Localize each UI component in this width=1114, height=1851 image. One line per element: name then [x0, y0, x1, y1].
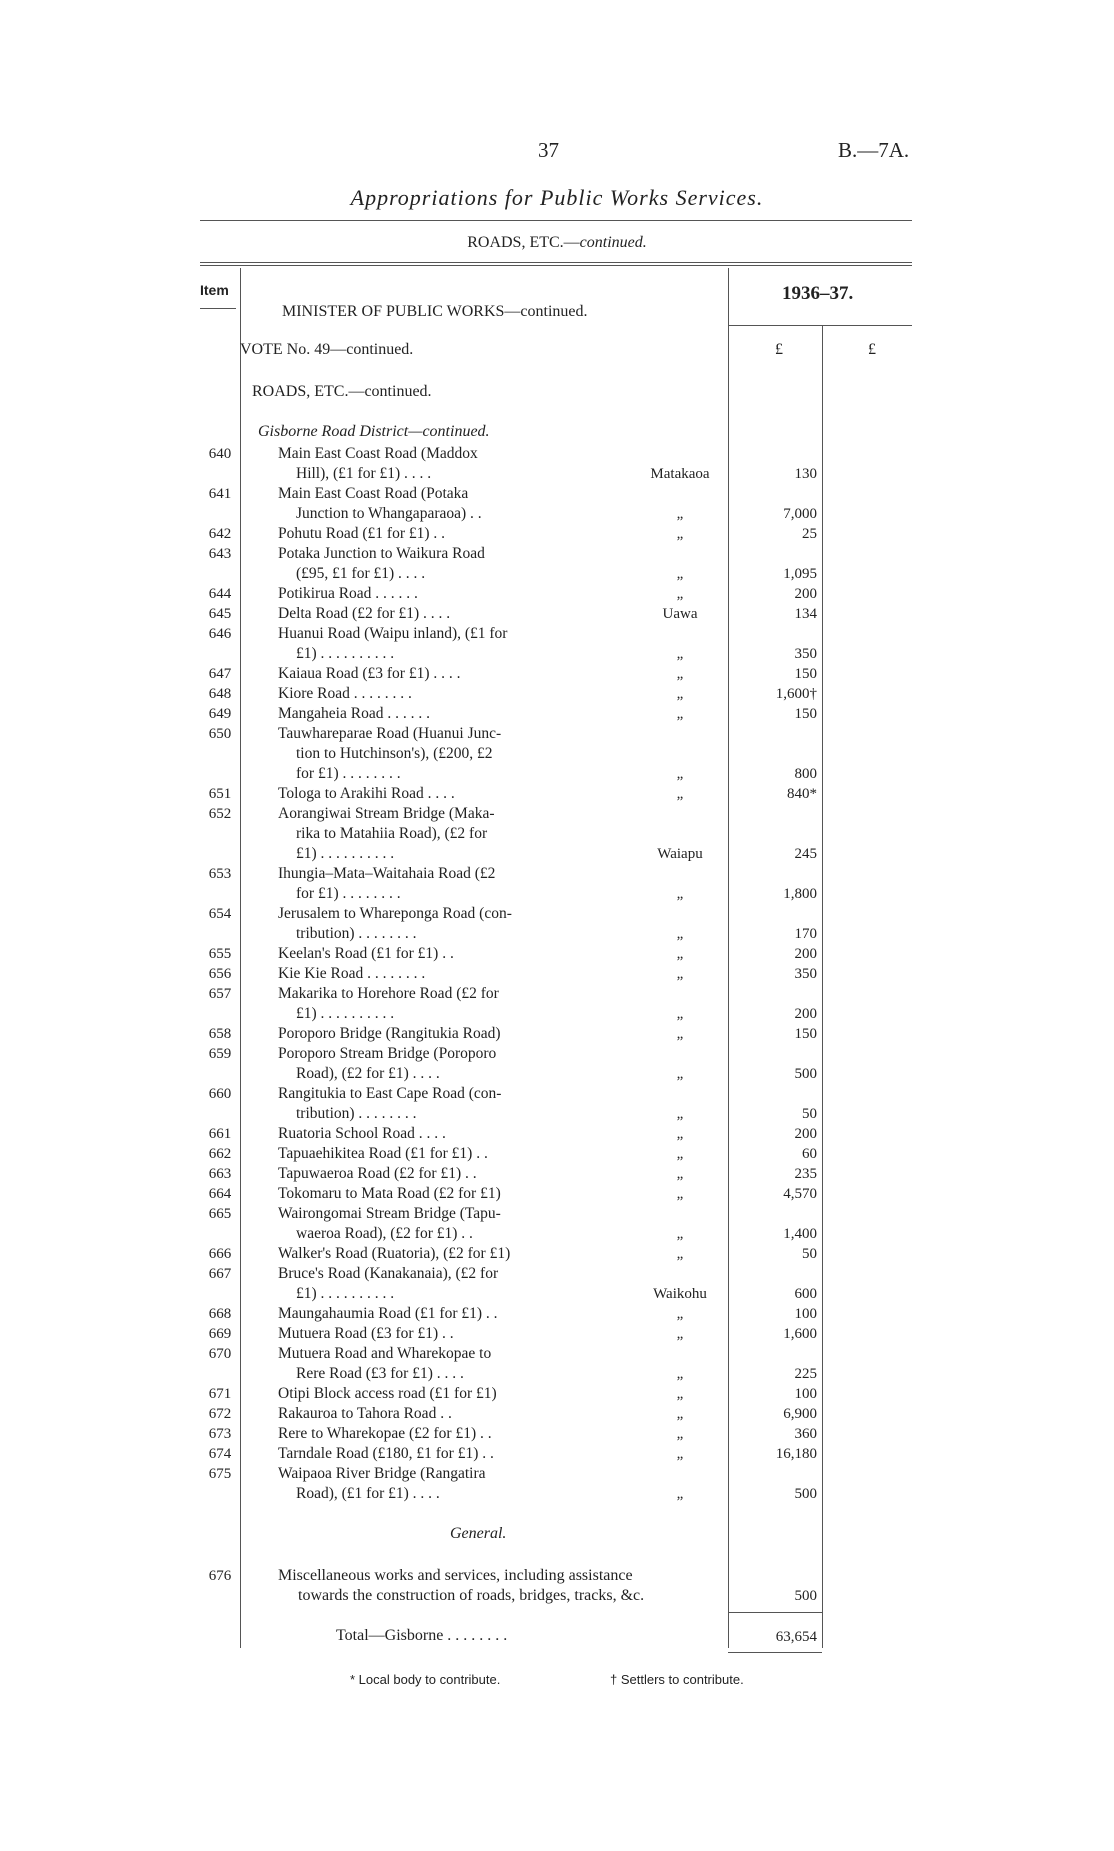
description-line: tribution) . . . . . . . .: [296, 925, 417, 942]
description-line: Keelan's Road (£1 for £1) . .: [278, 945, 454, 962]
item-number: 642: [208, 526, 232, 542]
item-amount: 600: [794, 1286, 817, 1302]
item-amount: 150: [794, 666, 817, 682]
description-line: (£95, £1 for £1) . . . .: [296, 565, 426, 582]
description-line: Wairongomai Stream Bridge (Tapu-: [278, 1205, 501, 1222]
item-amount: 4,570: [783, 1186, 817, 1202]
item-amount: 150: [794, 1026, 817, 1042]
item-amount: 1,600†: [775, 686, 817, 702]
item-locality: „: [676, 1226, 684, 1242]
item-locality: „: [676, 946, 684, 962]
item-locality: „: [676, 1446, 684, 1462]
item-number: 648: [208, 686, 232, 702]
item-amount: 16,180: [775, 1446, 817, 1462]
item-amount: 50: [802, 1106, 817, 1122]
description-line: Mutuera Road and Wharekopae to: [278, 1345, 492, 1362]
item-number: 653: [208, 866, 232, 882]
item-header-rule: [200, 308, 236, 309]
item-number: 675: [208, 1466, 232, 1482]
item-number: 645: [208, 606, 232, 622]
description-line: Huanui Road (Waipu inland), (£1 for: [278, 625, 508, 642]
item-number: 671: [208, 1386, 232, 1402]
item-description: [278, 444, 578, 484]
item-description: [278, 864, 578, 904]
item-number: 640: [208, 446, 232, 462]
item-amount: 100: [794, 1386, 817, 1402]
item-number: 668: [208, 1306, 232, 1322]
item-description: [278, 1464, 578, 1504]
description-line: Tarndale Road (£180, £1 for £1) . .: [278, 1445, 494, 1462]
footnote-local-body: * Local body to contribute.: [350, 1672, 501, 1687]
item-description: [278, 1444, 578, 1464]
item-number: 655: [208, 946, 232, 962]
description-line: Poroporo Bridge (Rangitukia Road): [278, 1025, 501, 1042]
item-description: [278, 1384, 578, 1404]
page-number: 37: [538, 138, 559, 162]
description-line: for £1) . . . . . . . .: [296, 885, 401, 902]
item-locality: „: [676, 1486, 684, 1502]
vote-heading: VOTE No. 49—continued.: [240, 341, 414, 358]
description-line: £1) . . . . . . . . . .: [296, 645, 395, 662]
item-number: 669: [208, 1326, 232, 1342]
item-column-header: Item: [200, 282, 229, 298]
item-description: [278, 1424, 578, 1444]
item-number: 667: [208, 1266, 232, 1282]
roads-subheading: ROADS, ETC.—continued.: [252, 383, 432, 400]
item-amount: 130: [794, 466, 817, 482]
currency-symbol-1: £: [775, 341, 783, 358]
item-amount: 134: [794, 606, 817, 622]
item-number: 649: [208, 706, 232, 722]
item-number: 657: [208, 986, 232, 1002]
description-line: Potikirua Road . . . . . .: [278, 585, 418, 602]
item-number: 663: [208, 1166, 232, 1182]
description-line: Main East Coast Road (Maddox: [278, 445, 478, 462]
item-locality: „: [676, 1246, 684, 1262]
item-number: 652: [208, 806, 232, 822]
general-amount: 500: [794, 1588, 817, 1604]
description-line: Maungahaumia Road (£1 for £1) . .: [278, 1305, 498, 1322]
item-description: [278, 964, 578, 984]
item-amount: 200: [794, 586, 817, 602]
table-top-rule: [200, 262, 912, 263]
item-number: 643: [208, 546, 232, 562]
description-line: waeroa Road), (£2 for £1) . .: [296, 1225, 473, 1242]
item-amount: 200: [794, 1126, 817, 1142]
item-amount: 350: [794, 966, 817, 982]
item-number: 666: [208, 1246, 232, 1262]
description-line: Ihungia–Mata–Waitahaia Road (£2: [278, 865, 496, 882]
description-line: Tapuwaeroa Road (£2 for £1) . .: [278, 1165, 477, 1182]
item-description: [278, 704, 578, 724]
description-line: tion to Hutchinson's), (£200, £2: [296, 745, 493, 762]
item-amount: 150: [794, 706, 817, 722]
total-amount: 63,654: [775, 1629, 817, 1645]
description-line: Makarika to Horehore Road (£2 for: [278, 985, 499, 1002]
general-line-2: towards the construction of roads, bridges, tracks, &c.: [298, 1587, 645, 1604]
item-number: 674: [208, 1446, 232, 1462]
item-locality: Matakaoa: [650, 466, 710, 482]
item-number: 641: [208, 486, 232, 502]
item-description: [278, 1164, 578, 1184]
title-rule: [200, 220, 912, 221]
item-amount: 200: [794, 1006, 817, 1022]
item-number: 672: [208, 1406, 232, 1422]
description-line: Bruce's Road (Kanakanaia), (£2 for: [278, 1265, 499, 1282]
item-description: [278, 784, 578, 804]
item-locality: „: [676, 1306, 684, 1322]
item-locality: „: [676, 1006, 684, 1022]
item-amount: 200: [794, 946, 817, 962]
description-line: Rere Road (£3 for £1) . . . .: [296, 1365, 464, 1382]
item-description: [278, 1404, 578, 1424]
item-description: [278, 1144, 578, 1164]
description-line: Road), (£2 for £1) . . . .: [296, 1065, 440, 1082]
description-line: Ruatoria School Road . . . .: [278, 1125, 446, 1142]
item-amount: 500: [794, 1066, 817, 1082]
item-description: [278, 724, 578, 784]
item-amount: 7,000: [783, 506, 817, 522]
item-amount: 25: [802, 526, 817, 542]
item-locality: „: [676, 1146, 684, 1162]
item-description: [278, 664, 578, 684]
page-title: Appropriations for Public Works Services.: [350, 185, 764, 210]
item-description: [278, 984, 578, 1024]
item-locality: „: [676, 786, 684, 802]
item-locality: „: [676, 1366, 684, 1382]
description-line: £1) . . . . . . . . . .: [296, 1285, 395, 1302]
item-number: 670: [208, 1346, 232, 1362]
description-line: Waipaoa River Bridge (Rangatira: [278, 1465, 486, 1482]
item-description: [278, 1044, 578, 1084]
item-amount: 235: [794, 1166, 817, 1182]
description-line: Otipi Block access road (£1 for £1): [278, 1385, 497, 1402]
item-number: 644: [208, 586, 232, 602]
item-amount: 225: [794, 1366, 817, 1382]
description-line: Mangaheia Road . . . . . .: [278, 705, 430, 722]
item-locality: „: [676, 1106, 684, 1122]
item-number: 650: [208, 726, 232, 742]
item-description: [278, 624, 578, 664]
description-line: £1) . . . . . . . . . .: [296, 1005, 395, 1022]
document-reference: B.—7A.: [838, 138, 910, 162]
item-locality: „: [676, 1406, 684, 1422]
year-column-header: 1936–37.: [782, 283, 854, 304]
general-line-1: Miscellaneous works and services, including assistance: [278, 1567, 633, 1584]
description-line: rika to Matahiia Road), (£2 for: [296, 825, 488, 842]
item-description: [278, 1324, 578, 1344]
description-line: Tauwhareparae Road (Huanui Junc-: [278, 725, 502, 742]
description-line: £1) . . . . . . . . . .: [296, 845, 395, 862]
total-label: Total—Gisborne . . . . . . . .: [336, 1627, 508, 1644]
minister-header: MINISTER OF PUBLIC WORKS—continued.: [282, 303, 588, 320]
item-amount: 500: [794, 1486, 817, 1502]
item-locality: Waikohu: [653, 1286, 707, 1302]
description-line: Rere to Wharekopae (£2 for £1) . .: [278, 1425, 492, 1442]
item-description: [278, 1024, 578, 1044]
item-locality: „: [676, 526, 684, 542]
item-amount: 840*: [787, 786, 817, 802]
description-line: Tokomaru to Mata Road (£2 for £1): [278, 1185, 501, 1202]
footnote-settlers: † Settlers to contribute.: [610, 1672, 744, 1687]
item-number: 659: [208, 1046, 232, 1062]
item-amount: 60: [802, 1146, 817, 1162]
description-line: Rakauroa to Tahora Road . .: [278, 1405, 452, 1422]
table-top-rule-2: [200, 265, 912, 266]
description-line: for £1) . . . . . . . .: [296, 765, 401, 782]
item-amount: 50: [802, 1246, 817, 1262]
general-description: [278, 1566, 644, 1606]
item-description: [278, 944, 578, 964]
item-locality: „: [676, 1326, 684, 1342]
description-line: Kie Kie Road . . . . . . . .: [278, 965, 426, 982]
description-line: Kaiaua Road (£3 for £1) . . . .: [278, 665, 461, 682]
description-line: Road), (£1 for £1) . . . .: [296, 1485, 440, 1502]
item-description: [278, 1184, 578, 1204]
description-line: tribution) . . . . . . . .: [296, 1105, 417, 1122]
item-locality: „: [676, 1186, 684, 1202]
general-item-number: 676: [208, 1568, 232, 1584]
item-amount: 1,800: [783, 886, 817, 902]
description-line: Rangitukia to East Cape Road (con-: [278, 1085, 502, 1102]
item-amount: 800: [794, 766, 817, 782]
item-description: [278, 1264, 578, 1304]
general-heading: General.: [450, 1525, 507, 1542]
item-locality: „: [676, 646, 684, 662]
item-description: [278, 904, 578, 944]
item-locality: „: [676, 706, 684, 722]
item-number: 658: [208, 1026, 232, 1042]
description-line: Jerusalem to Whareponga Road (con-: [278, 905, 512, 922]
item-description: [278, 524, 578, 544]
item-locality: „: [676, 586, 684, 602]
item-locality: „: [676, 926, 684, 942]
item-locality: „: [676, 1026, 684, 1042]
item-locality: „: [676, 1166, 684, 1182]
item-amount: 1,600: [783, 1326, 817, 1342]
item-description: [278, 604, 578, 624]
section-name: ROADS, ETC.—: [467, 234, 580, 251]
district-heading: Gisborne Road District—continued.: [258, 423, 490, 440]
item-number: 673: [208, 1426, 232, 1442]
item-number: 665: [208, 1206, 232, 1222]
item-number: 647: [208, 666, 232, 682]
amount-column-divider: [822, 326, 823, 1648]
item-number: 661: [208, 1126, 232, 1142]
item-locality: Uawa: [662, 606, 698, 622]
description-line: Hill), (£1 for £1) . . . .: [296, 465, 432, 482]
year-header-rule: [728, 325, 912, 326]
currency-symbol-2: £: [868, 341, 876, 358]
item-locality: „: [676, 1386, 684, 1402]
description-line: Poroporo Stream Bridge (Poroporo: [278, 1045, 497, 1062]
item-description: [278, 1344, 578, 1384]
item-description: [278, 1304, 578, 1324]
item-locality: „: [676, 766, 684, 782]
item-amount: 6,900: [783, 1406, 817, 1422]
item-locality: Waiapu: [657, 846, 703, 862]
item-number: 662: [208, 1146, 232, 1162]
item-locality: „: [676, 506, 684, 522]
section-heading: [0, 234, 1114, 252]
item-number: 660: [208, 1086, 232, 1102]
item-locality: „: [676, 666, 684, 682]
item-number: 654: [208, 906, 232, 922]
item-locality: „: [676, 686, 684, 702]
total-bottom-rule: [728, 1652, 822, 1653]
description-line: Mutuera Road (£3 for £1) . .: [278, 1325, 454, 1342]
item-description: [278, 1124, 578, 1144]
item-locality: „: [676, 1066, 684, 1082]
section-continued: continued.: [579, 234, 647, 251]
item-amount: 170: [794, 926, 817, 942]
item-description: [278, 484, 578, 524]
description-line: Pohutu Road (£1 for £1) . .: [278, 525, 446, 542]
item-description: [278, 804, 578, 864]
description-line: Tologa to Arakihi Road . . . .: [278, 785, 455, 802]
item-amount: 1,400: [783, 1226, 817, 1242]
item-amount: 100: [794, 1306, 817, 1322]
item-amount: 350: [794, 646, 817, 662]
description-line: Delta Road (£2 for £1) . . . .: [278, 605, 451, 622]
item-description: [278, 1084, 578, 1124]
description-line: Walker's Road (Ruatoria), (£2 for £1): [278, 1245, 511, 1262]
item-locality: „: [676, 1126, 684, 1142]
item-locality: „: [676, 1426, 684, 1442]
item-number: 664: [208, 1186, 232, 1202]
item-description: [278, 584, 578, 604]
item-description: [278, 544, 578, 584]
description-line: Aorangiwai Stream Bridge (Maka-: [278, 805, 495, 822]
item-number: 656: [208, 966, 232, 982]
item-description: [278, 1204, 578, 1244]
description-line: Potaka Junction to Waikura Road: [278, 545, 485, 562]
description-line: Junction to Whangaparaoa) . .: [296, 505, 482, 522]
item-description: [278, 1244, 578, 1264]
description-line: Tapuaehikitea Road (£1 for £1) . .: [278, 1145, 488, 1162]
item-locality: „: [676, 566, 684, 582]
item-locality: „: [676, 886, 684, 902]
description-line: Main East Coast Road (Potaka: [278, 485, 469, 502]
item-locality: „: [676, 966, 684, 982]
item-number: 651: [208, 786, 232, 802]
total-top-rule: [728, 1612, 822, 1613]
item-amount: 1,095: [783, 566, 817, 582]
item-amount: 245: [794, 846, 817, 862]
item-amount: 360: [794, 1426, 817, 1442]
item-description: [278, 684, 578, 704]
description-line: Kiore Road . . . . . . . .: [278, 685, 412, 702]
item-number: 646: [208, 626, 232, 642]
